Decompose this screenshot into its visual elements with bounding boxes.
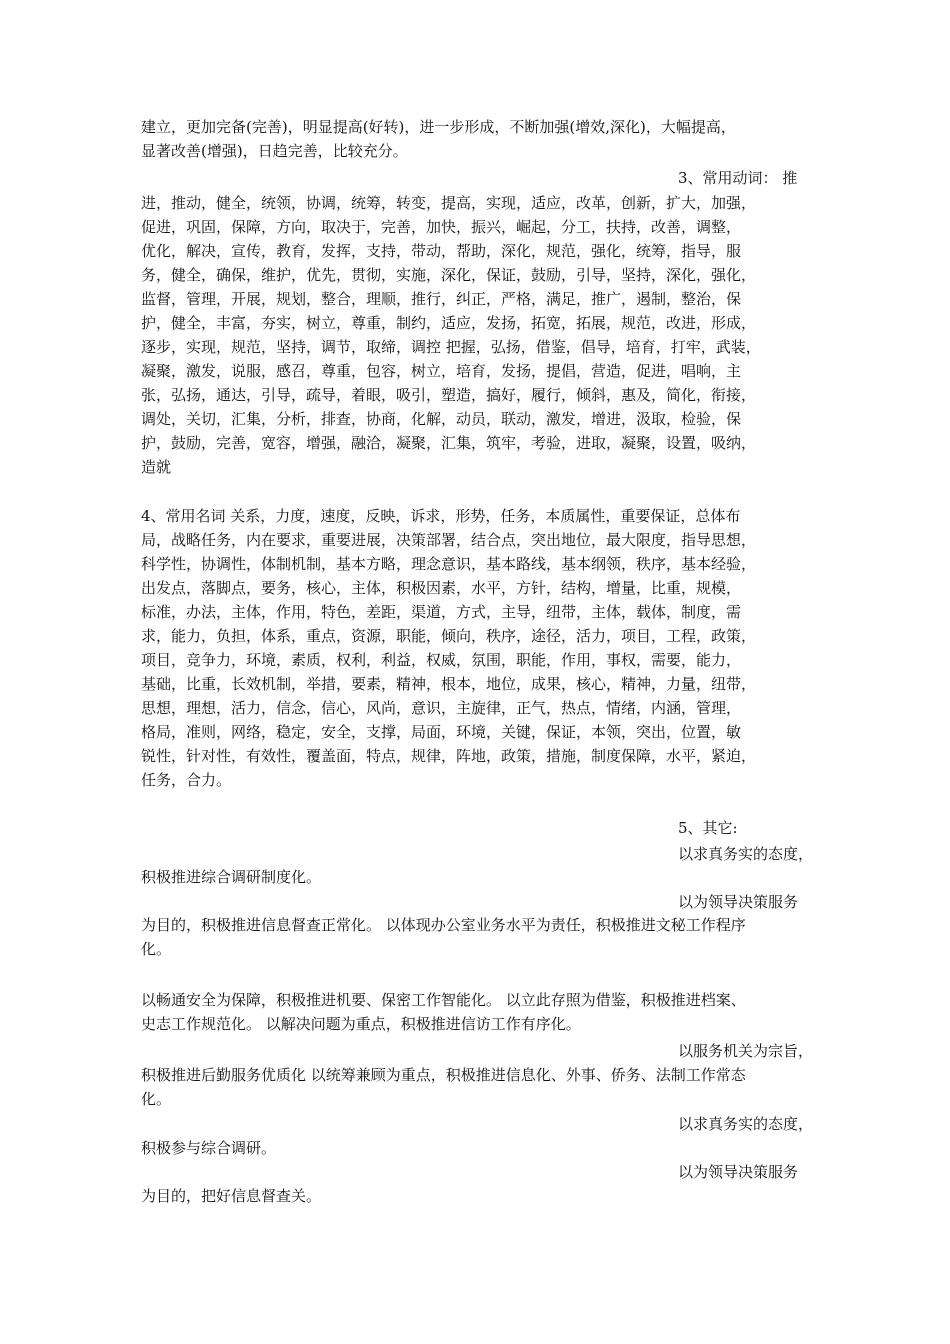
nouns-line: 任务，合力。	[141, 771, 232, 789]
others-line: 以为领导决策服务	[678, 1163, 799, 1181]
others-line: 史志工作规范化。 以解决问题为重点，积极推进信访工作有序化。	[141, 1015, 581, 1033]
verbs-line: 凝聚，激发，说服，感召，尊重，包容，树立，培育，发扬，提倡，营造，促进，唱响，主	[141, 362, 742, 380]
others-line: 以求真务实的态度，	[678, 845, 814, 863]
others-line: 为目的，把好信息督查关。	[141, 1187, 322, 1205]
verbs-line: 造就	[141, 458, 172, 476]
verbs-line: 护，鼓励，完善，宽容，增强，融洽，凝聚，汇集，筑牢，考验，进取，凝聚，设置，吸纳，	[141, 434, 757, 452]
others-line: 积极推进综合调研制度化。	[141, 868, 322, 886]
others-line: 化。	[141, 940, 172, 958]
nouns-line: 出发点，落脚点，要务，核心，主体，积极因素，水平，方针，结构，增量，比重，规模，	[141, 579, 742, 597]
nouns-line: 项目，竞争力，环境，素质，权利，利益，权威，氛围，职能，作用，事权，需要，能力，	[141, 651, 742, 669]
intro-line: 建立，更加完备(完善)，明显提高(好转)，进一步形成，不断加强(增效,深化)，大幅提高，	[141, 118, 736, 136]
others-line: 积极参与综合调研。	[141, 1139, 277, 1157]
others-line: 化。	[141, 1090, 172, 1108]
nouns-line: 求，能力，负担，体系，重点，资源，职能，倾向，秩序，途径，活力，项目，工程，政策，	[141, 627, 757, 645]
others-heading: 5、其它:	[678, 819, 738, 837]
nouns-line: 格局，准则，网络，稳定，安全，支撑，局面，环境，关键，保证，本领，突出，位置，敏	[141, 723, 742, 741]
others-line: 以求真务实的态度，	[678, 1115, 814, 1133]
verbs-line: 务，健全，确保，维护，优先，贯彻，实施，深化，保证，鼓励，引导，坚持，深化，强化，	[141, 266, 757, 284]
others-line: 积极推进后勤服务优质化 以统筹兼顾为重点，积极推进信息化、外事、侨务、法制工作常态	[141, 1066, 746, 1084]
nouns-line: 局，战略任务，内在要求，重要进展，决策部署，结合点，突出地位，最大限度，指导思想，	[141, 531, 757, 549]
nouns-line: 思想，理想，活力，信念，信心，风尚，意识，主旋律，正气，热点，情绪，内涵，管理，	[141, 699, 742, 717]
nouns-line: 标准，办法，主体，作用，特色，差距，渠道，方式，主导，纽带，主体，载体，制度，需	[141, 603, 742, 621]
nouns-line: 基础，比重，长效机制，举措，要素，精神，根本，地位，成果，核心，精神，力量，纽带，	[141, 675, 757, 693]
verbs-line: 优化，解决，宣传，教育，发挥，支持，带动，帮助，深化，规范，强化，统筹，指导，服	[141, 242, 742, 260]
verbs-line: 调处，关切，汇集，分析，排查，协商，化解，动员，联动，激发，增进，汲取，检验，保	[141, 410, 742, 428]
verbs-line: 监督，管理，开展，规划，整合，理顺，推行，纠正，严格，满足，推广，遏制，整治，保	[141, 290, 742, 308]
nouns-line: 科学性，协调性，体制机制，基本方略，理念意识，基本路线，基本纲领，秩序，基本经验，	[141, 555, 757, 573]
verbs-line: 促进，巩固，保障，方向，取决于，完善，加快，振兴，崛起，分工，扶持，改善，调整，	[141, 218, 742, 236]
verbs-line: 逐步，实现，规范，坚持，调节，取缔，调控 把握，弘扬，借鉴，倡导，培育，打牢，武装，	[141, 338, 761, 356]
verbs-heading: 3、常用动词： 推	[678, 169, 798, 187]
others-line: 为目的，积极推进信息督查正常化。 以体现办公室业务水平为责任，积极推进文秘工作程序	[141, 916, 746, 934]
others-line: 以为领导决策服务	[678, 893, 799, 911]
verbs-line: 张，弘扬，通达，引导，疏导，着眼，吸引，塑造，搞好，履行，倾斜，惠及，简化，衔接，	[141, 386, 757, 404]
verbs-line: 护，健全，丰富，夯实，树立，尊重，制约，适应，发扬，拓宽，拓展，规范，改进，形成，	[141, 314, 757, 332]
nouns-line: 4、常用名词 关系，力度，速度，反映，诉求，形势，任务，本质属性，重要保证，总体布	[141, 507, 741, 525]
others-line: 以畅通安全为保障，积极推进机要、保密工作智能化。 以立此存照为借鉴，积极推进档案、	[141, 991, 746, 1009]
intro-line: 显著改善(增强)，日趋完善，比较充分。	[141, 142, 408, 160]
verbs-line: 进，推动，健全，统领，协调，统筹，转变，提高，实现，适应，改革，创新，扩大，加强，	[141, 194, 757, 212]
nouns-line: 锐性，针对性，有效性，覆盖面，特点，规律，阵地，政策，措施，制度保障，水平，紧迫，	[141, 747, 757, 765]
others-line: 以服务机关为宗旨，	[678, 1042, 814, 1060]
